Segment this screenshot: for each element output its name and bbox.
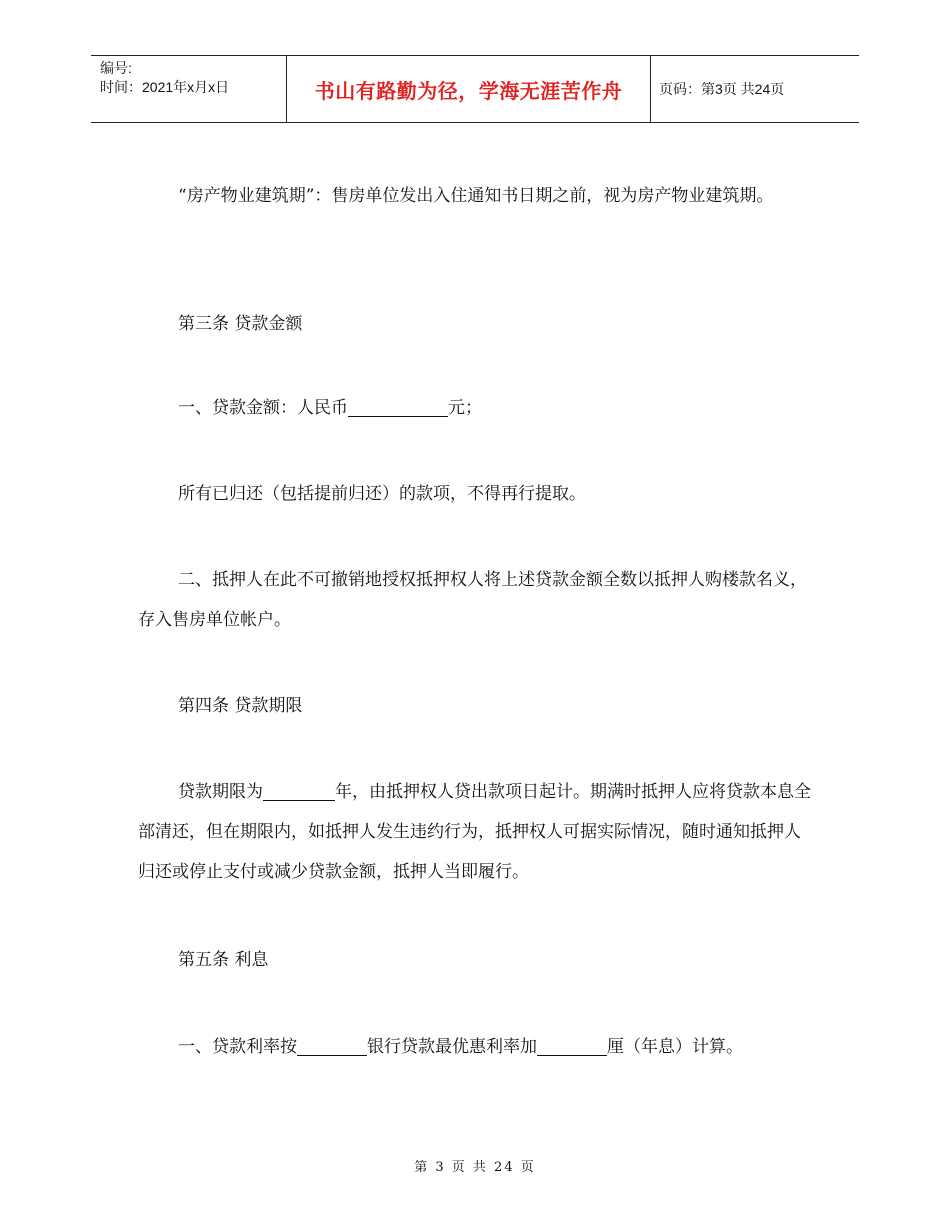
paragraph-construction-period: “房产物业建筑期”：售房单位发出入住通知书日期之前，视为房产物业建筑期。 <box>178 186 774 206</box>
header-page-info-cell <box>651 56 859 122</box>
paragraph-interest-rate <box>138 1027 814 1067</box>
paragraph-no-redraw: 所有已归还（包括提前归还）的款项，不得再行提取。 <box>178 484 586 504</box>
paragraph-loan-term <box>138 772 814 892</box>
page-header <box>91 55 859 123</box>
header-meta <box>91 56 287 122</box>
header-motto-cell <box>287 56 651 122</box>
paragraph-loan-amount <box>138 388 814 428</box>
interest-rate-label: 一、贷款利率按 <box>178 1037 297 1057</box>
paragraph-authorization: 二、抵押人在此不可撤销地授权抵押权人将上述贷款金额全数以抵押人购楼款名义，存入售房单位帐户。 <box>138 570 807 630</box>
header-page-info: 页码：第3页 共24页 <box>659 81 785 97</box>
article-3-title: 第三条 贷款金额 <box>178 314 303 334</box>
page-footer: 第 3 页 共 24 页 <box>414 1160 536 1175</box>
document-time-label: 时间：2021年x月x日 <box>100 79 230 95</box>
loan-amount-unit: 元； <box>448 398 482 418</box>
document-number-label: 编号: <box>100 60 132 76</box>
bank-name-blank <box>297 1035 367 1056</box>
loan-amount-label: 一、贷款金额：人民币 <box>178 398 348 418</box>
loan-term-label: 贷款期限为 <box>178 782 263 802</box>
loan-term-text: 年，由抵押权人贷出款项日起计。期满时抵押人应将贷款本息全部清还，但在期限内，如抵押人发生违约行为，抵押权人可据实际情况，随时通知抵押人归还或停止支付或减少贷款金额，抵押人当即履行。 <box>138 782 811 882</box>
interest-rate-middle: 银行贷款最优惠利率加 <box>367 1037 537 1057</box>
article-5-title: 第五条 利息 <box>178 950 269 970</box>
loan-term-blank <box>263 780 335 801</box>
loan-amount-blank <box>348 396 448 417</box>
interest-rate-end: 厘（年息）计算。 <box>607 1037 743 1057</box>
header-motto: 书山有路勤为径，学海无涯苦作舟 <box>314 80 623 103</box>
rate-margin-blank <box>537 1035 607 1056</box>
article-4-title: 第四条 贷款期限 <box>178 696 303 716</box>
